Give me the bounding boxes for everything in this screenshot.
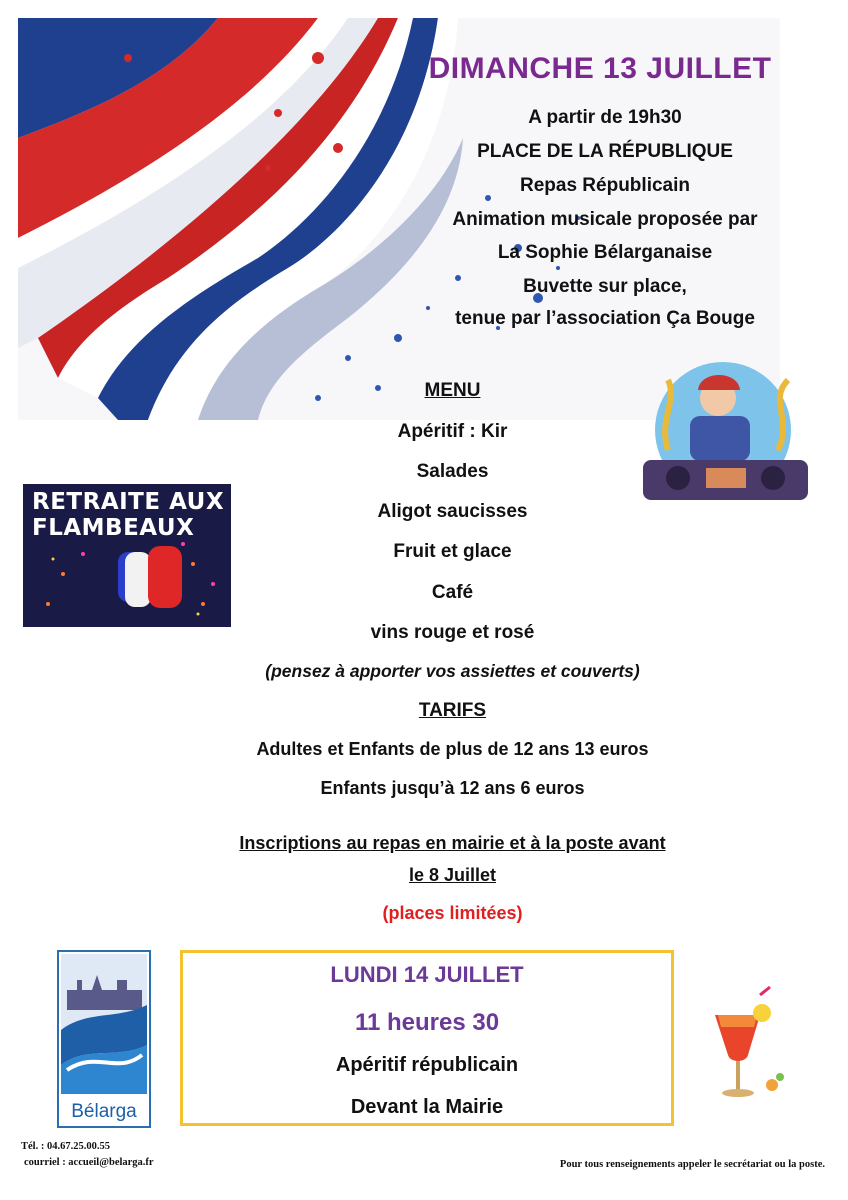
lundi-time: 11 heures 30	[354, 1009, 500, 1036]
event-music: Animation musicale proposée par	[452, 209, 758, 230]
retraite-line1: RETRAITE AUX	[32, 489, 225, 515]
footer-email: courriel : accueil@belarga.fr	[24, 1157, 154, 1168]
tarif-line: Adultes et Enfants de plus de 12 ans 13 euros	[256, 739, 649, 759]
tarif-line: Enfants jusqu’à 12 ans 6 euros	[320, 778, 585, 798]
event-title: DIMANCHE 13 JUILLET	[428, 52, 772, 85]
event-meal: Repas Républicain	[520, 175, 690, 196]
event-time: A partir de 19h30	[528, 107, 682, 128]
retraite-title	[32, 489, 224, 541]
lundi-aperitif: Apéritif républicain	[335, 1054, 519, 1076]
menu-item: Aligot saucisses	[377, 501, 528, 522]
cocktail-illustration	[700, 985, 795, 1110]
footer-note: Pour tous renseignements appeler le secrétariat ou la poste.	[559, 1159, 825, 1170]
menu-item: Café	[431, 582, 474, 603]
event-bar-association: tenue par l’association Ça Bouge	[455, 308, 755, 329]
event-location: PLACE DE LA RÉPUBLIQUE	[477, 141, 733, 162]
inscriptions-line: Inscriptions au repas en mairie et à la poste avant	[239, 833, 666, 853]
tarifs-heading: TARIFS	[418, 700, 487, 721]
lundi-title: LUNDI 14 JUILLET	[330, 962, 524, 987]
menu-item: Salades	[416, 461, 489, 482]
menu-heading: MENU	[424, 380, 481, 401]
event-bar: Buvette sur place,	[523, 276, 687, 297]
menu-item: vins rouge et rosé	[370, 622, 535, 643]
inscriptions-deadline: le 8 Juillet	[408, 865, 497, 885]
menu-item: Fruit et glace	[393, 541, 512, 562]
menu-item: Apéritif : Kir	[397, 421, 508, 442]
lundi-location: Devant la Mairie	[350, 1096, 504, 1118]
retraite-line2: FLAMBEAUX	[32, 515, 195, 541]
footer-phone: Tél. : 04.67.25.00.55	[21, 1141, 110, 1152]
event-music-band: La Sophie Bélarganaise	[497, 242, 713, 263]
places-limited: (places limitées)	[382, 903, 523, 923]
menu-note: (pensez à apporter vos assiettes et couverts)	[265, 661, 640, 681]
logo-name: Bélarga	[71, 1101, 137, 1122]
